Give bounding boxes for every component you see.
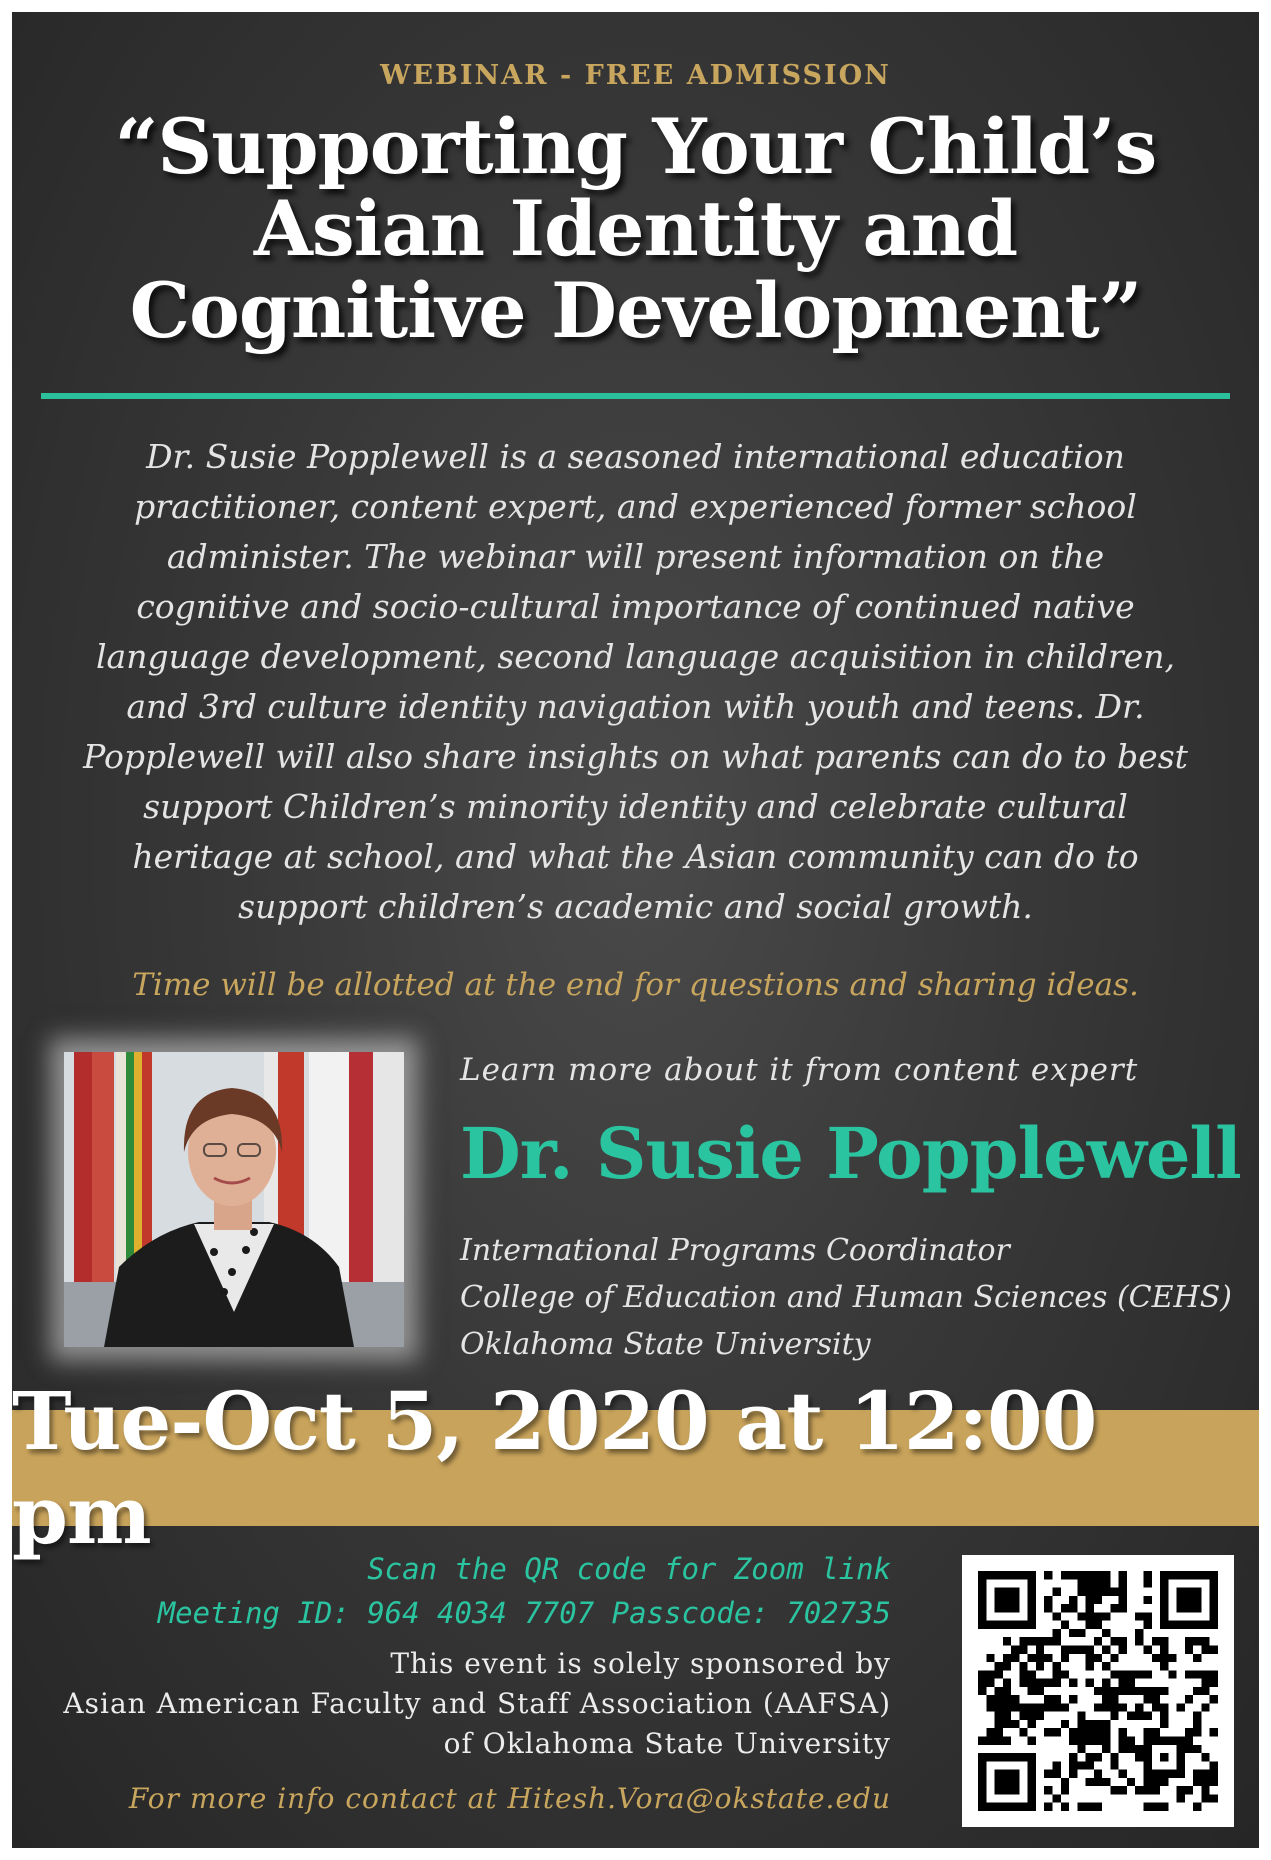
description-line: support Children’s minority identity and celebrate cultural [143,787,1128,826]
zoom-info [158,1547,891,1635]
description-line: cognitive and socio-cultural importance of continued native [136,587,1135,626]
poster-title [52,102,1219,355]
description-line: Dr. Susie Popplewell is a seasoned international education [146,437,1125,476]
speaker-name: Dr. Susie Popplewell [460,1112,1241,1195]
speaker-college: College of Education and Human Sciences (CEHS) [460,1280,1232,1315]
zoom-instruction: Scan the QR code for Zoom link [367,1552,891,1586]
contact-info: For more info contact at Hitesh.Vora@okstate.edu [128,1782,891,1815]
time-note: Time will be allotted at the end for questions and sharing ideas. [132,967,1139,1003]
sponsor-line-3: of Oklahoma State University [443,1727,891,1760]
title-line-3: Cognitive Development” [129,266,1142,355]
sponsor-line-2: Asian American Faculty and Staff Association (AAFSA) [63,1687,891,1720]
description-line: administer. The webinar will present information on the [166,537,1105,576]
description-line: and 3rd culture identity navigation with youth and teens. Dr. [126,687,1145,726]
speaker-photo [64,1052,404,1347]
description-line: practitioner, content expert, and experienced former school [134,487,1137,526]
speaker-university: Oklahoma State University [460,1327,871,1362]
webinar-poster [12,12,1259,1848]
event-date-band [12,1374,1259,1562]
qr-code-icon[interactable] [962,1555,1234,1827]
speaker-affiliation [460,1227,1232,1368]
speaker-title: International Programs Coordinator [460,1233,1010,1268]
description-line: language development, second language acquisition in children, [95,637,1176,676]
event-datetime: Tue-Oct 5, 2020 at 12:00 pm [12,1374,1097,1562]
webinar-tag: WEBINAR - FREE ADMISSION [380,60,891,91]
meeting-credentials: Meeting ID: 964 4034 7707 Passcode: 702735 [157,1596,891,1630]
title-divider [41,393,1230,399]
title-line-1: “Supporting Your Child’s [114,102,1157,191]
description-line: support children’s academic and social growth. [238,887,1033,926]
webinar-description [52,432,1219,932]
expert-intro: Learn more about it from content expert [460,1052,1139,1088]
title-line-2: Asian Identity and [253,184,1018,273]
sponsor-info [63,1644,891,1764]
description-line: Popplewell will also share insights on what parents can do to best [83,737,1188,776]
qr-code-graphic [978,1571,1218,1811]
speaker-portrait-graphic [64,1052,404,1347]
description-line: heritage at school, and what the Asian community can do to [132,837,1139,876]
sponsor-line-1: This event is solely sponsored by [390,1647,891,1680]
